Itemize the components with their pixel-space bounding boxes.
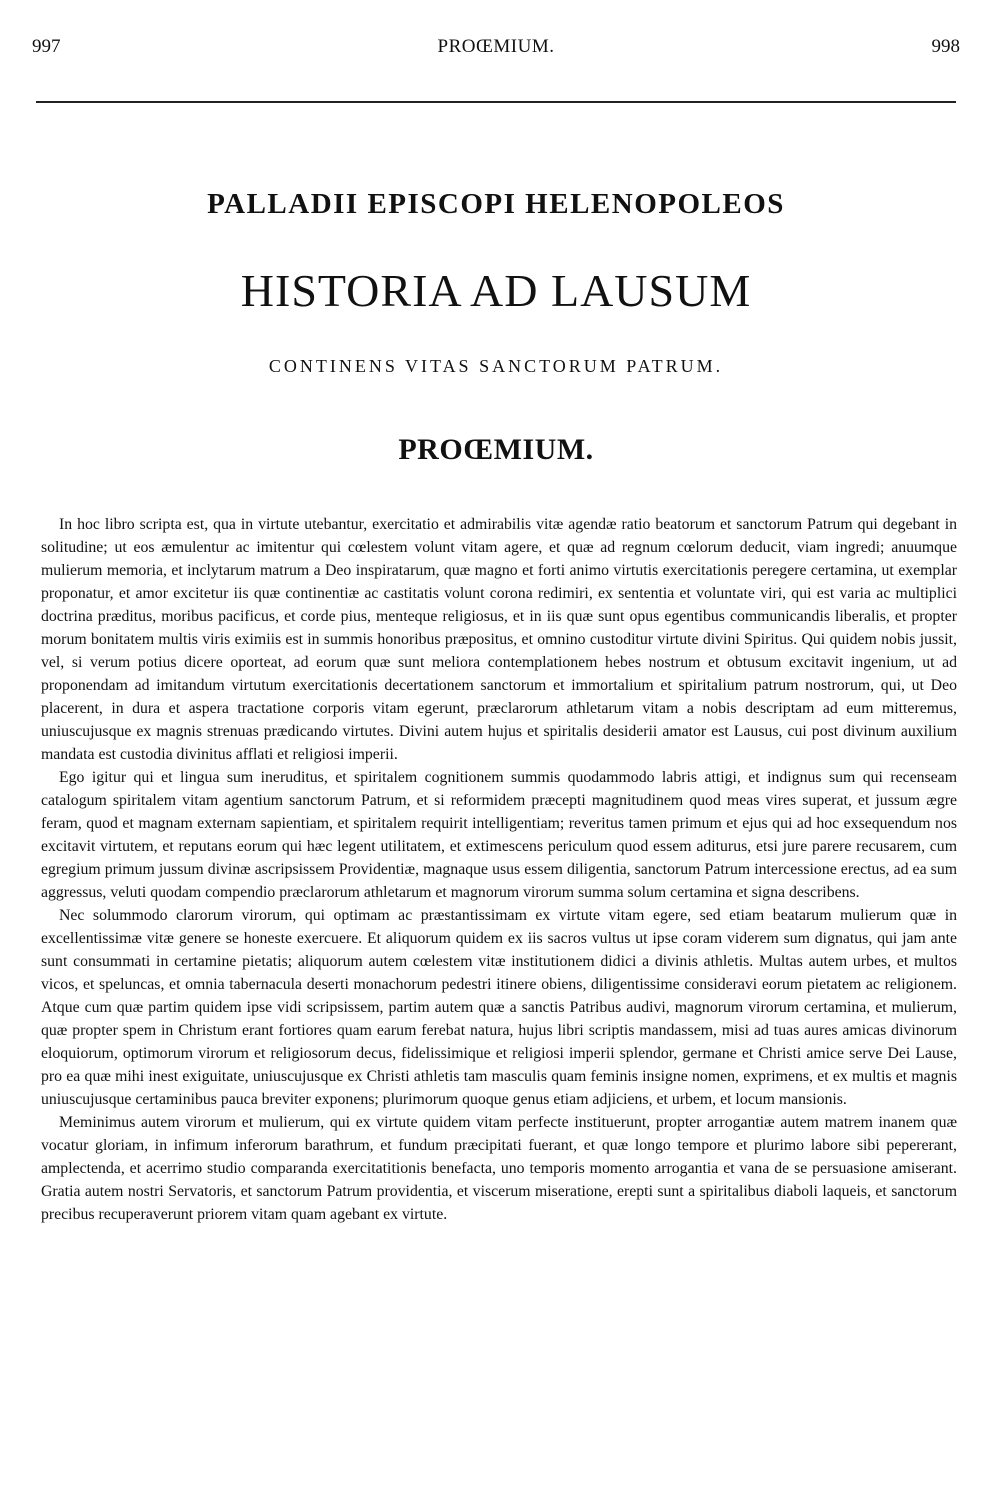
page-number-right: 998 (931, 36, 960, 57)
page-number-left: 997 (32, 36, 61, 57)
author-line: PALLADII EPISCOPI HELENOPOLEOS (207, 188, 785, 220)
running-title: PROŒMIUM. (437, 36, 555, 57)
main-title: HISTORIA AD LAUSUM (240, 265, 752, 316)
paragraph-4: Meminimus autem virorum et mulierum, qui ex virtute quidem vitam perfecte instituerunt, propter arrogantiæ autem matrem inanem quæ vocatur gloriam, in infimum inferorum barathrum, et fundum præcipitati fuerant, et quæ longo tempore et plurimo labore sibi pepererant, amplectenda, et acerrimo studio comparanda exercitatitionis benefacta, uno temporis momento arrogantia et vana de se persuasione amiserant. Gratia autem nostri Servatoris, et sanctorum Patrum providentia, et viscerum miseratione, erepti sunt a spiritalibus diaboli laqueis, et sanctorum precibus recuperaverunt priorem vitam quam agebant ex virtute. (41, 1114, 957, 1223)
paragraph-2: Ego igitur qui et lingua sum ineruditus, et spiritalem cognitionem summis quodammodo labris attigi, et indignus sum qui recenseam catalogum spiritalem vitam agentium sanctorum Patrum, et si reformidem præcepti magnitudinem quod meas vires superat, et jussum ægre feram, quod et magnam externam sapientiam, et spiritalem requirit intelligentiam; reveritus tamen primum et ejus qui ad hoc exsequendum nos excitavit virtutem, et reputans eorum qui hæc legent utilitatem, et extimescens periculum quod essem aditurus, etsi jure parere recusarem, cum egregium primum jussum divinæ ascripsissem Providentiæ, magnaque usus essem diligentia, sanctorum Patrum intercessione erectus, ad ea sum aggressus, veluti quodam compendio præclarorum athletarum et magnorum virorum summa solum certamina et signa describens. (41, 769, 957, 901)
section-heading: PROŒMIUM. (398, 433, 594, 466)
body-text (41, 513, 957, 1226)
paragraph-1: In hoc libro scripta est, qua in virtute utebantur, exercitatio et admirabilis vitæ agendæ ratio beatorum et sanctorum Patrum qui degebant in solitudine; ut eos æmulentur ac imitentur qui cœlestem volunt vitam agere, et quæ ad regnum cœlorum deducit, viam ingredi; anuumque mulierum memoria, et inclytarum matrum a Deo inspiratarum, quæ magno et forti animo virtutis exercitationis peregere certamina, ut exemplar proponatur, et amor excitetur iis quæ continentiæ ac castitatis volunt corona redimiri, ex sententia et voluntate viri, qui est varia ac multiplici doctrina præditus, moribus pacificus, et corde pius, menteque religiosus, et in iis quæ sunt opus egentibus communicandis liberalis, et propter morum bonitatem multis viris eximiis est in summis honoribus præpositus, et omnino custoditur virtute divini Spiritus. Qui quidem nobis jussit, vel, si verum potius dicere oporteat, ad eorum quæ sunt meliora contemplationem hebes nostrum et obtusum excitavit ingenium, ut ad proponendam ad imitandum virtutum exercitationis decertationem sanctorum et immortalium et spiritalium patrum nostrorum, qui, ut Deo placerent, in dura et aspera tractatione corporis vitam egerunt, præclarorum athletarum vitam a nobis descriptam ad eum mitteremus, uniuscujusque ex magnis strenuas prædicando virtutes. Divini autem hujus et spiritalis desiderii amator est Lausus, cui post divinum auxilium mandata est custodia divinitus afflati et religiosi imperii. (41, 516, 957, 763)
paragraph-3: Nec solummodo clarorum virorum, qui optimam ac præstantissimam ex virtute vitam egere, sed etiam beatarum mulierum quæ in excellentissimæ vitæ genere se honeste exercuere. Et aliquorum quidem ex iis sacros vultus ut ipse coram viderem sum dignatus, qui jam ante sunt consummati in certamine pietatis; aliquorum autem cœlestem vitæ institutionem didici a divinis athletis. Multas autem urbes, et multos vicos, et speluncas, et omnia tabernacula deserti monachorum pedestri itinere obiens, diligentissime consideravi eorum pietatem ac religionem. Atque cum quæ partim quidem ipse vidi scripsissem, partim autem quæ a sanctis Patribus audivi, magnorum virorum certamina, et mulierum, quæ propter spem in Christum erant fortiores quam earum ferebat natura, hujus libri scriptis mandassem, misi ad tuas aures amicas divinorum eloquiorum, optimorum virorum et religiosorum decus, fidelissimique et religiosi imperii splendor, germane et Christi amice serve Dei Lause, pro ea quæ mihi inest exiguitate, uniuscujusque ex Christi athletis tam masculis quam feminis insigne nomen, exprimens, et ex multis et magnis uniuscujusque certaminibus pauca breviter exponens; plurimorum quoque genus etiam adjiciens, et urbem, et locum mansionis. (41, 907, 957, 1108)
header-rule (36, 101, 956, 103)
page-header (32, 36, 960, 60)
subtitle: CONTINENS VITAS SANCTORUM PATRUM. (268, 356, 724, 376)
